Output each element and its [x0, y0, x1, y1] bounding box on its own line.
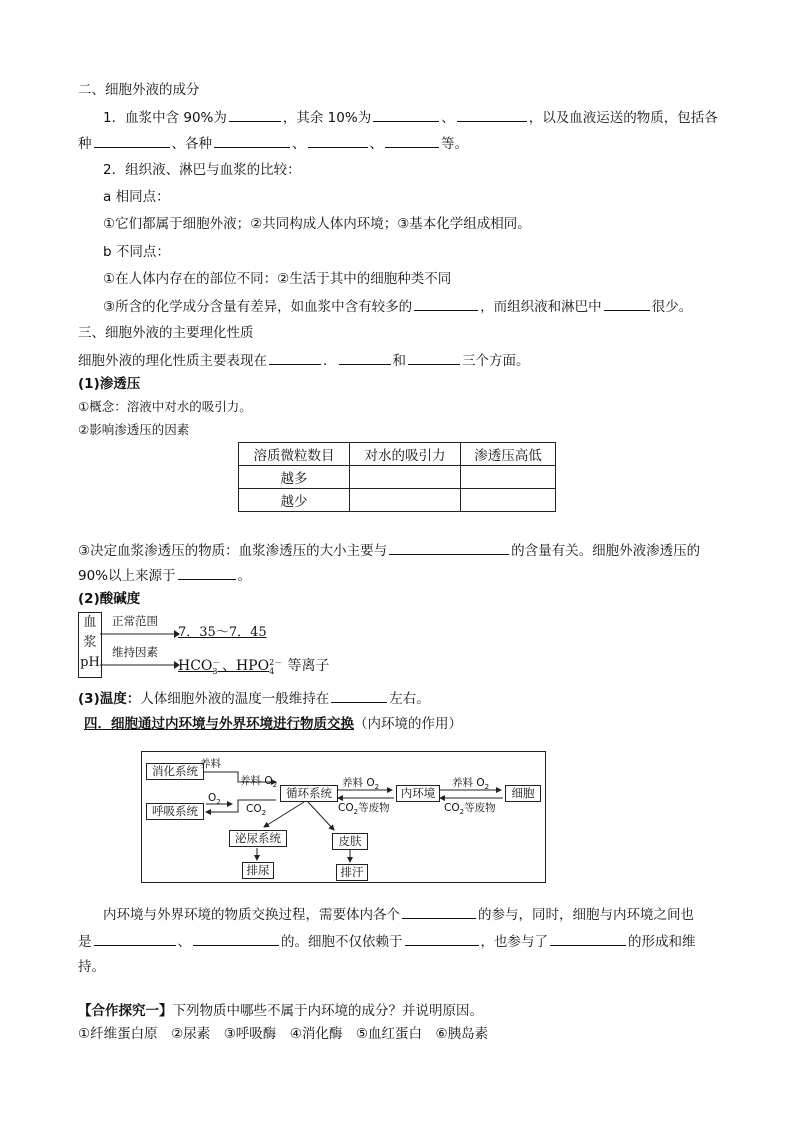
nutrient-o2-label-2: 养料 $O_2$	[342, 777, 380, 792]
table-cell[interactable]	[461, 466, 556, 489]
table-cell[interactable]	[350, 466, 461, 489]
same-points-label: a 相同点：	[103, 189, 170, 205]
table-cell[interactable]	[461, 489, 556, 512]
ph-normal-label: 正常范围	[112, 614, 158, 628]
osmotic-determinant-line1: ③决定血浆渗透压的物质：血浆渗透压的大小主要与 的含量有关。细胞外液渗透压的	[78, 540, 700, 561]
nutrient-o2-label-1: 养料 $O_2$	[240, 775, 278, 790]
ph-maintain-arrow	[100, 659, 180, 671]
section2-p1-line1: 1．血浆中含 90%为 ，其余 10%为 、 ，以及血液运送的物质，包括各	[103, 107, 718, 128]
section4-heading: 四．细胞通过内环境与外界环境进行物质交换（内环境的作用）	[84, 716, 462, 732]
section3-intro: 细胞外液的理化性质主要表现在 ． 和 三个方面。	[78, 350, 530, 371]
skin-box: 皮肤	[332, 833, 368, 850]
fill-blank[interactable]	[308, 133, 368, 148]
internal-environment-box: 内环境	[396, 785, 440, 802]
diff-points-text1: ①在人体内存在的部位不同：②生活于其中的细胞种类不同	[103, 271, 452, 287]
section2-heading: 二、细胞外液的成分	[78, 82, 200, 98]
ph-normal-arrow	[100, 628, 180, 640]
same-points-text: ①它们都属于细胞外液；②共同构成人体内环境；③基本化学组成相同。	[103, 216, 531, 232]
fill-blank[interactable]	[331, 688, 387, 703]
temperature-line: (3)温度：人体细胞外液的温度一般维持在 左右。	[78, 688, 430, 709]
section4-para-line2: 是 、 的。细胞不仅依赖于 ，也参与了 的形成和维	[78, 931, 696, 952]
fill-blank[interactable]	[389, 540, 509, 555]
inquiry-options: ①纤维蛋白原 ②尿素 ③呼吸酶 ④消化酶 ⑤血红蛋白 ⑥胰岛素	[78, 1026, 489, 1042]
osmotic-determinant-line2: 90%以上来源于 。	[78, 565, 251, 586]
osmotic-table	[238, 442, 556, 512]
nutrient-label: 养料	[200, 758, 221, 770]
diff-points-label: b 不同点：	[103, 244, 170, 260]
fill-blank[interactable]	[229, 107, 281, 122]
table-header: 渗透压高低	[461, 443, 556, 466]
fill-blank[interactable]	[408, 350, 460, 365]
table-cell[interactable]	[350, 489, 461, 512]
fill-blank[interactable]	[550, 931, 626, 946]
fill-blank[interactable]	[269, 350, 321, 365]
table-row	[239, 489, 556, 512]
fill-blank[interactable]	[193, 931, 279, 946]
section3-heading: 三、细胞外液的主要理化性质	[78, 325, 254, 341]
ph-plasma-box: 血 浆 pH	[78, 612, 102, 678]
table-header: 溶质微粒数目	[239, 443, 350, 466]
digestive-system-box: 消化系统	[146, 763, 204, 780]
ph-title: (2)酸碱度	[78, 591, 141, 607]
sweat-box: 排汗	[336, 864, 368, 881]
section4-para-line1: 内环境与外界环境的物质交换过程，需要体内各个 的参与，同时，细胞与内环境之间也	[103, 904, 694, 925]
osmotic-factor: ②影响渗透压的因素	[78, 422, 190, 437]
section2-p2: 2．组织液、淋巴与血浆的比较：	[103, 162, 301, 178]
table-header-row	[239, 443, 556, 466]
fill-blank[interactable]	[94, 931, 176, 946]
fill-blank[interactable]	[405, 931, 479, 946]
o2-label: $O_2$	[208, 792, 221, 807]
osmotic-concept: ①概念：溶液中对水的吸引力。	[78, 399, 252, 414]
fill-blank[interactable]	[373, 107, 439, 122]
table-cell: 越少	[239, 489, 350, 512]
fill-blank[interactable]	[339, 350, 391, 365]
fill-blank[interactable]	[457, 107, 527, 122]
fill-blank[interactable]	[385, 133, 439, 148]
fill-blank[interactable]	[604, 296, 650, 311]
fill-blank[interactable]	[214, 133, 290, 148]
respiratory-system-box: 呼吸系统	[146, 803, 204, 820]
ph-normal-value: 7．35～7．45	[178, 625, 267, 640]
diff-points-text2: ③所含的化学成分含量有差异，如血浆中含有较多的 ，而组织液和淋巴中 很少。	[103, 296, 692, 317]
table-row	[239, 466, 556, 489]
section4-para-line3: 持。	[78, 959, 105, 975]
ph-maintain-label: 维持因素	[112, 645, 158, 659]
table-header: 对水的吸引力	[350, 443, 461, 466]
co2-waste-label-1: $CO_2$等废物	[338, 802, 390, 817]
co2-label: $CO_2$	[246, 803, 267, 818]
cell-box: 细胞	[505, 785, 541, 802]
section2-p1-line2: 种 、各种 、 、 等。	[78, 133, 468, 154]
fill-blank[interactable]	[402, 904, 476, 919]
exchange-diagram	[141, 751, 546, 883]
table-cell: 越多	[239, 466, 350, 489]
fill-blank[interactable]	[94, 133, 170, 148]
osmotic-title: (1)渗透压	[78, 376, 141, 392]
fill-blank[interactable]	[414, 296, 478, 311]
ph-ions: $HCO_3$ － 、$HPO_4$ 2－ 等离子	[178, 658, 330, 676]
co2-waste-label-2: $CO_2$等废物	[444, 802, 496, 817]
urinary-system-box: 泌尿系统	[229, 830, 287, 847]
circulatory-system-box: 循环系统	[280, 785, 338, 802]
nutrient-o2-label-3: 养料 $O_2$	[452, 777, 490, 792]
urine-box: 排尿	[242, 862, 274, 879]
fill-blank[interactable]	[178, 565, 236, 580]
inquiry-question: 【合作探究一】下列物质中哪些不属于内环境的成分？并说明原因。	[78, 1003, 483, 1019]
